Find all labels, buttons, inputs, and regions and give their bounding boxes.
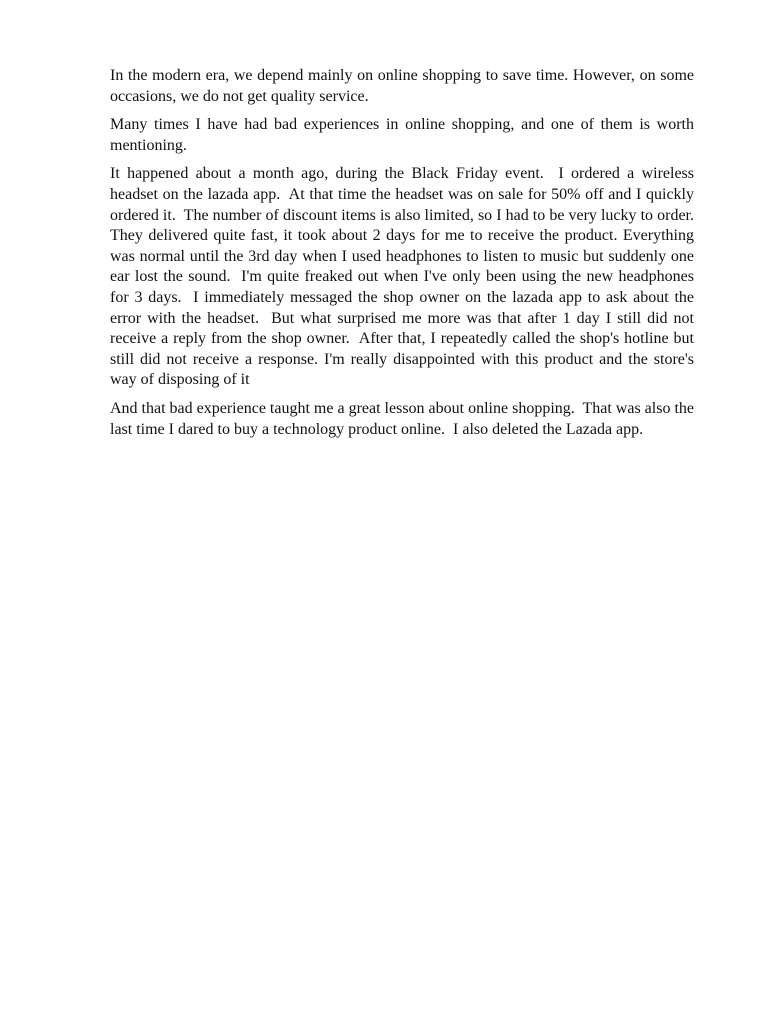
paragraph-bad-experiences: Many times I have had bad experiences in online shopping, and one of them is worth mentioning. <box>110 116 698 154</box>
paragraph-conclusion: And that bad experience taught me a great lesson about online shopping. That was also the last time I dared to buy a technology product online. I also deleted the Lazada app. <box>110 399 698 438</box>
paragraph-intro: In the modern era, we depend mainly on online shopping to save time. However, on some occasions, we do not get quality service. <box>110 67 698 105</box>
document-body <box>110 66 698 448</box>
paragraph-story: It happened about a month ago, during the Black Friday event. I ordered a wireless headset on the lazada app. At that time the headset was on sale for 50% off and I quickly ordered it. The number of discount items is also limited, so I had to be very lucky to order. They delivered quite fast, it took about 2 days for me to receive the product. Everything was normal until the 3rd day when I used headphones to listen to music but suddenly one ear lost the sound. I'm quite freaked out when I've only been using the new headphones for 3 days. I immediately messaged the shop owner on the lazada app to ask about the error with the headset. But what surprised me more was that after 1 day I still did not receive a reply from the shop owner. After that, I repeatedly called the shop's hotline but still did not receive a response. I'm really disappointed with this product and the store's way of disposing of it <box>110 165 698 389</box>
